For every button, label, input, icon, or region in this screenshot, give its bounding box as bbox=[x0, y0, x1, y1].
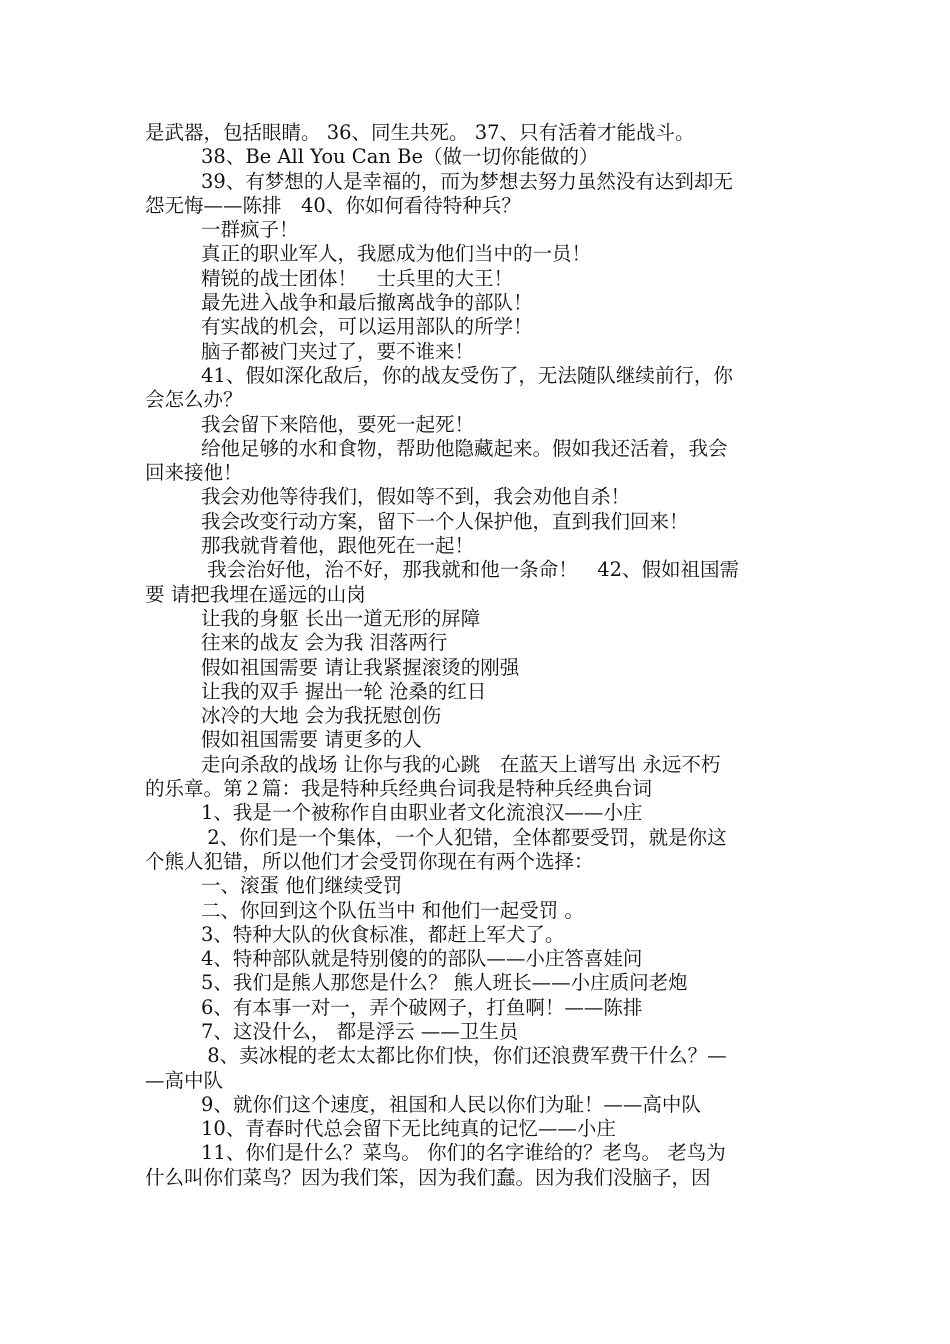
text-line: 最先进入战争和最后撤离战争的部队！ bbox=[201, 291, 533, 315]
text-line: 走向杀敌的战场 让你与我的心跳 在蓝天上谱写出 永远不朽 bbox=[201, 752, 721, 776]
text-line: 的乐章。第２篇：我是特种兵经典台词我是特种兵经典台词 bbox=[145, 777, 653, 801]
text-line: 一群疯子！ bbox=[201, 218, 299, 242]
text-line: 一、滚蛋 他们继续受罚 bbox=[201, 874, 403, 898]
text-line: 真正的职业军人，我愿成为他们当中的一员！ bbox=[201, 242, 592, 266]
text-line: 那我就背着他，跟他死在一起！ bbox=[201, 534, 475, 558]
text-line: 假如祖国需要 请更多的人 bbox=[201, 728, 422, 752]
document-body bbox=[145, 121, 815, 1190]
text-line: 5、我们是熊人那您是什么？ 熊人班长——小庄质问老炮 bbox=[201, 971, 688, 995]
text-line: 会怎么办？ bbox=[145, 388, 243, 412]
text-line: 二、你回到这个队伍当中 和他们一起受罚 。 bbox=[201, 898, 584, 922]
text-line: 什么叫你们菜鸟？因为我们笨，因为我们蠢。因为我们没脑子，因 bbox=[145, 1165, 711, 1189]
text-line: 41、假如深化敌后，你的战友受伤了，无法随队继续前行，你 bbox=[201, 363, 733, 387]
text-line: —高中队 bbox=[145, 1068, 224, 1092]
text-line: 让我的身躯 长出一道无形的屏障 bbox=[201, 606, 481, 630]
text-line: 精锐的战士团体！ 士兵里的大王！ bbox=[201, 266, 514, 290]
text-line: 3、特种大队的伙食标准，都赶上军犬了。 bbox=[201, 922, 565, 946]
text-line: 39、有梦想的人是幸福的，而为梦想去努力虽然没有达到却无 bbox=[201, 169, 733, 193]
text-line: 2、你们是一个集体，一个人犯错，全体都要受罚，就是你这 bbox=[201, 825, 727, 849]
text-line: 4、特种部队就是特别傻的的部队——小庄答喜娃问 bbox=[201, 947, 643, 971]
text-line: 我会治好他，治不好，那我就和他一条命！ 42、假如祖国需 bbox=[201, 558, 740, 582]
text-line: 我会留下来陪他，要死一起死！ bbox=[201, 412, 475, 436]
text-line: 11、你们是什么？菜鸟。 你们的名字谁给的？老鸟。 老鸟为 bbox=[201, 1141, 726, 1165]
text-line: 假如祖国需要 请让我紧握滚烫的刚强 bbox=[201, 655, 520, 679]
text-line: 7、这没什么， 都是浮云 ——卫生员 bbox=[201, 1019, 519, 1043]
text-line: 8、卖冰棍的老太太都比你们快，你们还浪费军费干什么？— bbox=[201, 1044, 727, 1068]
text-line: 10、青春时代总会留下无比纯真的记忆——小庄 bbox=[201, 1117, 616, 1141]
text-line: 1、我是一个被称作自由职业者文化流浪汉——小庄 bbox=[201, 801, 643, 825]
text-line: 是武器，包括眼睛。 36、同生共死。 37、只有活着才能战斗。 bbox=[145, 121, 695, 144]
text-line: 有实战的机会，可以运用部队的所学！ bbox=[201, 315, 533, 339]
text-line: 6、有本事一对一，弄个破网子，打鱼啊！——陈排 bbox=[201, 995, 643, 1019]
text-line: 让我的双手 握出一轮 沧桑的红日 bbox=[201, 679, 487, 703]
text-line: 9、就你们这个速度，祖国和人民以你们为耻！——高中队 bbox=[201, 1092, 701, 1116]
text-line: 38、Be All You Can Be（做一切你能做的） bbox=[201, 145, 599, 169]
text-line: 怨无悔——陈排 40、你如何看待特种兵？ bbox=[145, 193, 521, 217]
text-line: 给他足够的水和食物，帮助他隐藏起来。假如我还活着，我会 bbox=[201, 436, 728, 460]
text-line: 我会改变行动方案，留下一个人保护他，直到我们回来！ bbox=[201, 509, 689, 533]
text-line: 要 请把我埋在遥远的山岗 bbox=[145, 582, 366, 606]
text-line: 脑子都被门夹过了，要不谁来！ bbox=[201, 339, 475, 363]
text-line: 个熊人犯错，所以他们才会受罚你现在有两个选择： bbox=[145, 849, 594, 873]
text-line: 我会劝他等待我们，假如等不到，我会劝他自杀！ bbox=[201, 485, 631, 509]
text-line: 冰冷的大地 会为我抚慰创伤 bbox=[201, 704, 442, 728]
text-line: 往来的战友 会为我 泪落两行 bbox=[201, 631, 448, 655]
text-line: 回来接他！ bbox=[145, 461, 243, 485]
